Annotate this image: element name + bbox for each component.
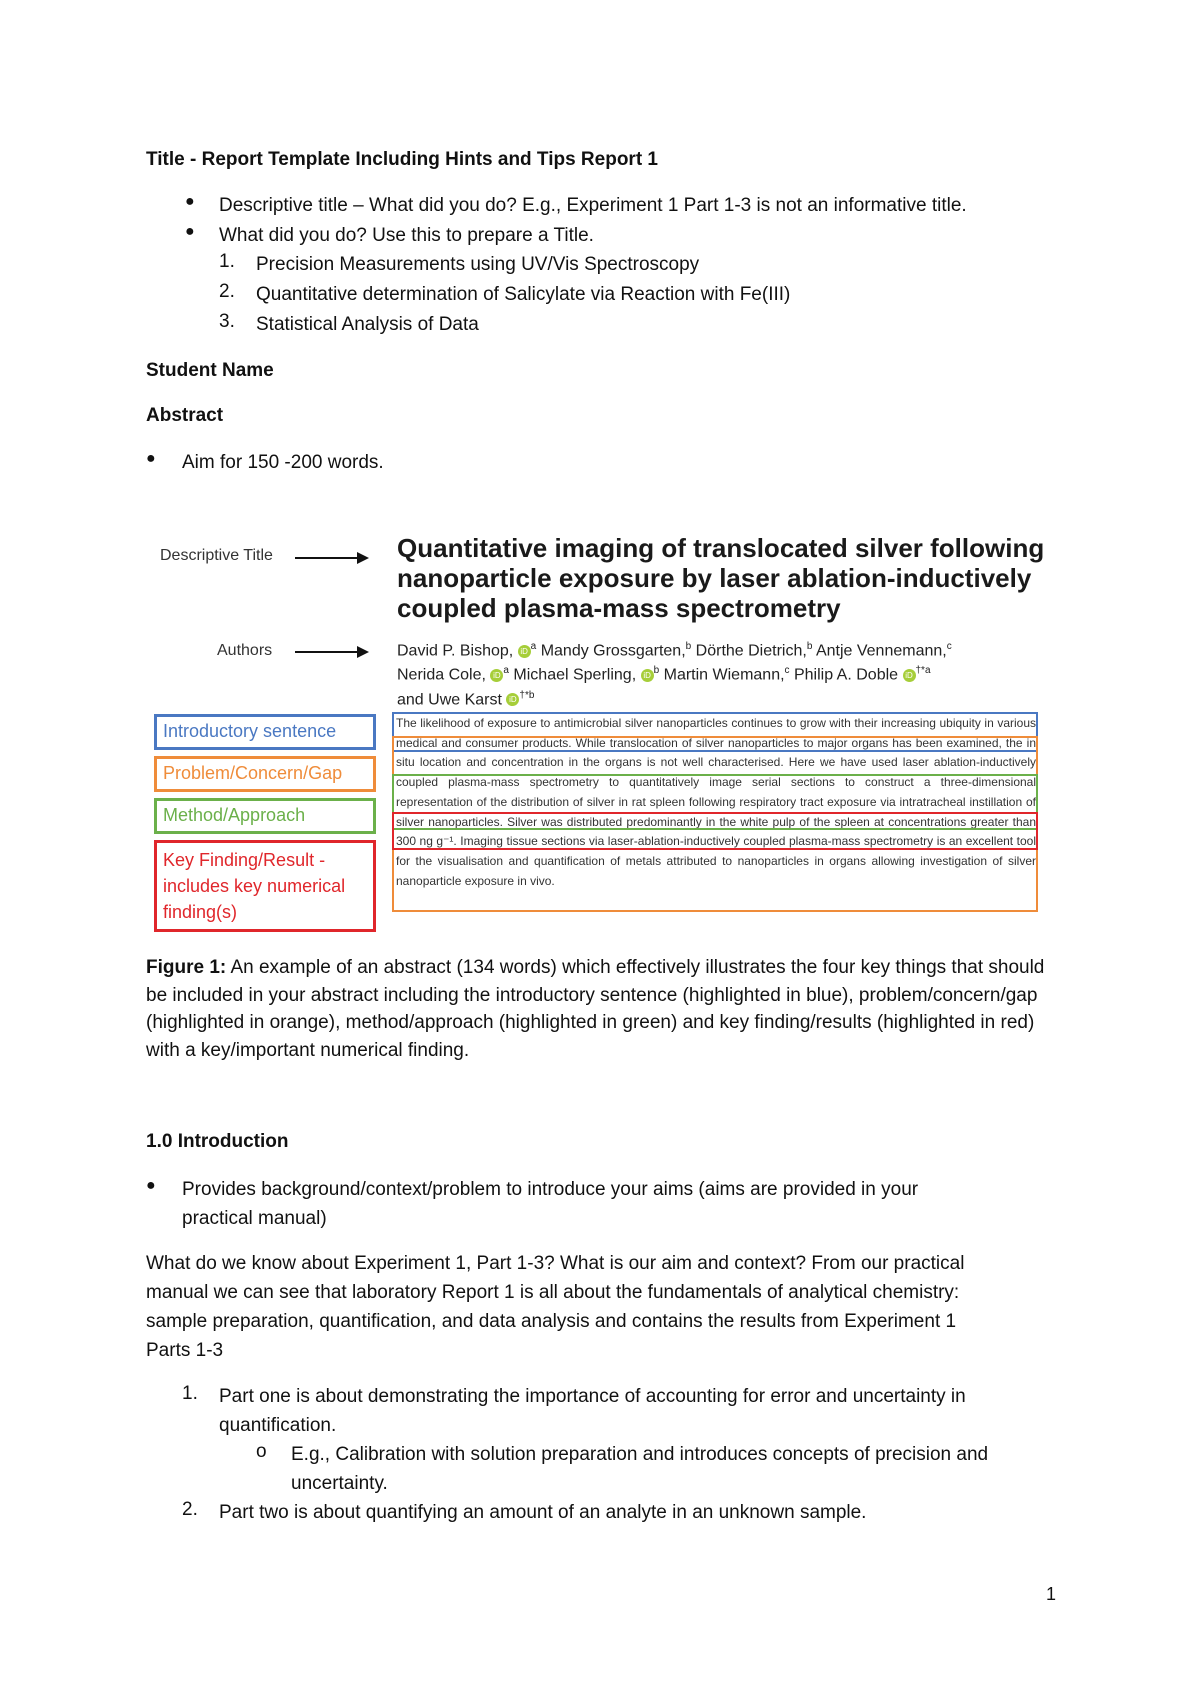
- student-name-heading: Student Name: [146, 360, 274, 381]
- orcid-icon: iD: [490, 669, 503, 682]
- title-numbered-3: Statistical Analysis of Data: [256, 314, 479, 335]
- list-number: 1.: [219, 251, 235, 272]
- author: Nerida Cole,: [397, 666, 486, 684]
- orcid-icon: iD: [518, 645, 531, 658]
- caption-label: Figure 1:: [146, 957, 227, 978]
- caption-text: An example of an abstract (134 words) which effectively illustrates the four key things that should be included in your abstract including the introductory sentence (highlighted in blue), problem/concern/gap (highlighted in orange), method/approach (highlighted in green) and key finding/results (highlighted in red) with a key/important numerical finding.: [146, 957, 1045, 1061]
- legend-key: Key Finding/Result - includes key numerical finding(s): [154, 840, 376, 932]
- author: Michael Sperling,: [513, 666, 637, 684]
- intro-paragraph-line: What do we know about Experiment 1, Part 1-3? What is our aim and context? From our practical: [146, 1253, 965, 1274]
- author: David P. Bishop,: [397, 642, 514, 660]
- list-number: 1.: [182, 1383, 198, 1404]
- author: Philip A. Doble: [793, 666, 899, 684]
- list-number: 2.: [182, 1499, 198, 1520]
- part-one-sub-line-1: E.g., Calibration with solution preparation and introduces concepts of precision and: [291, 1444, 989, 1465]
- figure-label-authors: Authors: [217, 642, 273, 659]
- bullet-icon: ●: [185, 193, 195, 210]
- orcid-icon: iD: [506, 693, 519, 706]
- legend-problem: Problem/Concern/Gap: [154, 756, 376, 792]
- legend-intro: Introductory sentence: [154, 714, 376, 750]
- intro-bullet-line-1: Provides background/context/problem to introduce your aims (aims are provided in your: [182, 1179, 919, 1200]
- figure-caption: [146, 954, 1066, 1064]
- bullet-icon: ●: [146, 450, 156, 467]
- part-one-line-2: quantification.: [219, 1415, 337, 1436]
- highlight-key: [392, 812, 1038, 850]
- list-number: 2.: [219, 281, 235, 302]
- page-number: 1: [1046, 1584, 1057, 1604]
- figure-label-title: Descriptive Title: [160, 547, 273, 564]
- arrow-icon: [295, 651, 367, 653]
- author: Martin Wiemann,: [663, 666, 785, 684]
- orcid-icon: iD: [641, 669, 654, 682]
- intro-heading: 1.0 Introduction: [146, 1131, 289, 1152]
- author: and Uwe Karst: [397, 690, 502, 708]
- list-number: 3.: [219, 311, 235, 332]
- title-numbered-2: Quantitative determination of Salicylate via Reaction with Fe(III): [256, 284, 791, 305]
- intro-paragraph-line: sample preparation, quantification, and data analysis and contains the results from Experiment 1: [146, 1311, 957, 1332]
- title-bullet-1: Descriptive title – What did you do? E.g., Experiment 1 Part 1-3 is not an informative title.: [219, 195, 967, 216]
- arrow-icon: [295, 557, 367, 559]
- sub-bullet-icon: o: [256, 1441, 267, 1462]
- part-one-sub-line-2: uncertainty.: [291, 1473, 388, 1494]
- bullet-icon: ●: [146, 1177, 156, 1194]
- intro-bullet-line-2: practical manual): [182, 1208, 327, 1229]
- author: Antje Vennemann,: [815, 642, 947, 660]
- paper-authors: David P. Bishop, iD $^a$ Mandy Grossgarten,$^b$ Dörthe Dietrich,$^b$ Antje Vennemann,$^c$ Nerida Cole, iD $^a$ Michael Sperling, iD $^b$ Martin Wiemann,$^c$ Philip A. Doble iD $^{\dagger*a}$ and Uwe Karst iD $^{\dagger*b}$: [397, 641, 952, 708]
- title-numbered-1: Precision Measurements using UV/Vis Spectroscopy: [256, 254, 700, 275]
- abstract-excerpt: The likelihood of exposure to antimicrobial silver nanoparticles continues to grow with their increasing ubiquity in various medical and consumer products. While translocation of silver nanoparticles to major organs has been examined, the in situ location and concentration in the organs is not well characterised. Here we have used laser ablation-inductively coupled plasma-mass spectrometry to quantitatively image serial sections to construct a three-dimensional representation of the distribution of silver in rat spleen following respiratory tract exposure via intratracheal instillation of silver nanoparticles. Silver was distributed predominantly in the white pulp of the spleen at concentrations greater than 300 ng g⁻¹. Imaging tissue sections via laser-ablation-inductively coupled plasma-mass spectrometry is an excellent tool for the visualisation and quantification of metals attributed to nanoparticles in organs allowing investigation of silver nanoparticle exposure in vivo.: [396, 716, 1036, 888]
- title-bullet-2: What did you do? Use this to prepare a Title.: [219, 225, 594, 246]
- author: Dörthe Dietrich,: [695, 642, 807, 660]
- bullet-icon: ●: [185, 223, 195, 240]
- intro-paragraph-line: Parts 1-3: [146, 1340, 224, 1361]
- abstract-bullet: Aim for 150 -200 words.: [182, 452, 384, 473]
- paper-title: Quantitative imaging of translocated silver following nanoparticle exposure by laser ablation-inductively coupled plasma-mass spectrometry: [397, 533, 1045, 623]
- abstract-heading: Abstract: [146, 405, 224, 426]
- part-one-line-1: Part one is about demonstrating the importance of accounting for error and uncertainty in: [219, 1386, 966, 1407]
- legend-method: Method/Approach: [154, 798, 376, 834]
- orcid-icon: iD: [903, 669, 916, 682]
- intro-paragraph-line: manual we can see that laboratory Report 1 is all about the fundamentals of analytical chemistry:: [146, 1282, 960, 1303]
- title-line: Title - Report Template Including Hints and Tips Report 1: [146, 149, 658, 170]
- author: Mandy Grossgarten,: [540, 642, 686, 660]
- part-two-line: Part two is about quantifying an amount of an analyte in an unknown sample.: [219, 1502, 867, 1523]
